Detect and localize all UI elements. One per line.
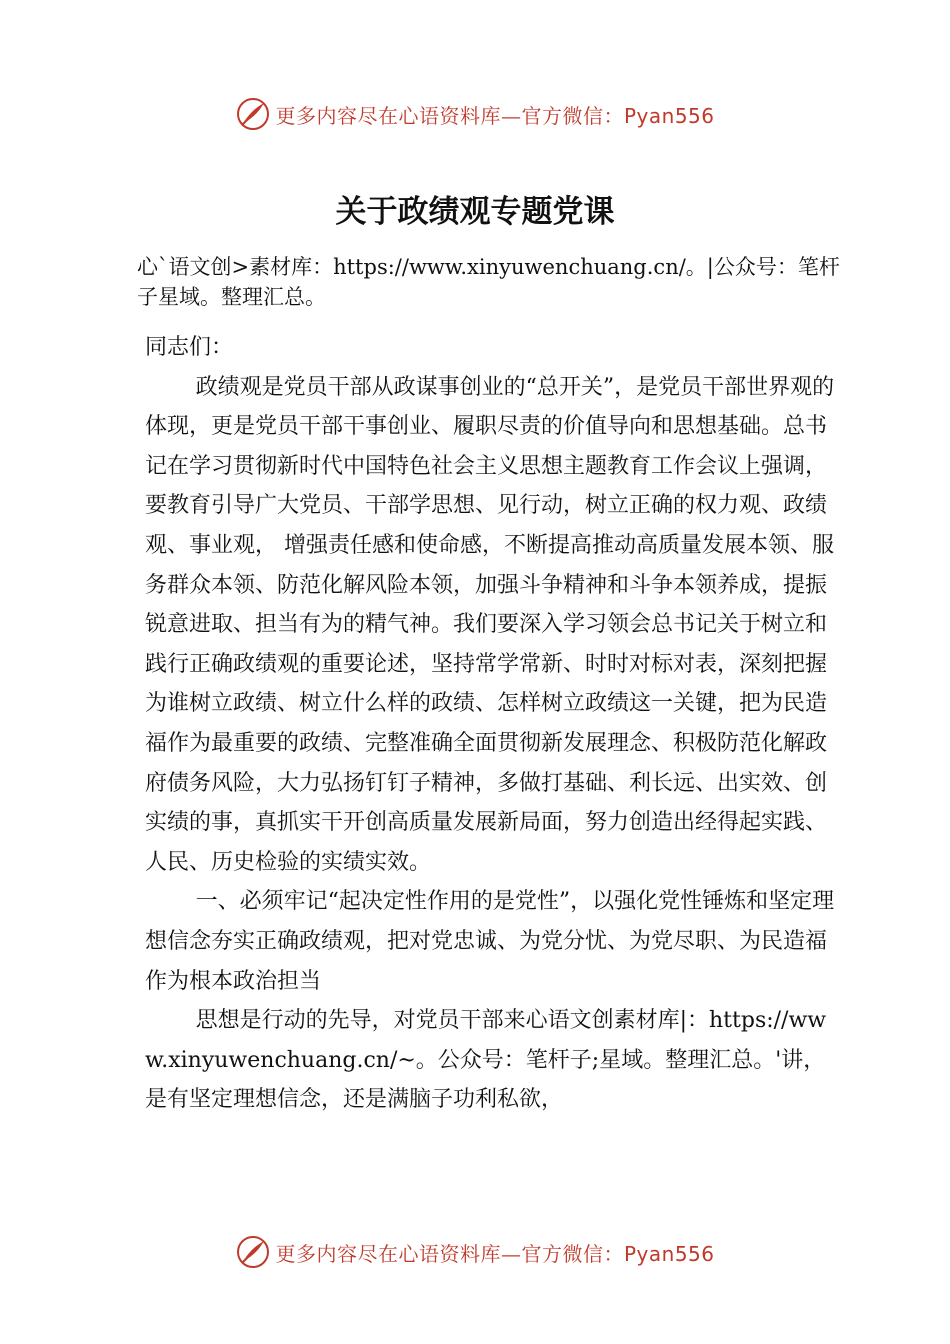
greeting: 同志们： [145,335,234,360]
banner-label: 更多内容尽在心语资料库—官方微信： [275,103,624,128]
document-body [145,328,835,1120]
paragraph-2: 思想是行动的先导，对党员干部来心语文创素材库|：https://www.xinyuwenchuang.cn/~。公众号：笔杆子;星域。整理汇总。'讲，是有坚定理想信念，还是满脑子功利私欲， [145,1008,827,1113]
document-title: 关于政绩观专题党课 [335,194,615,230]
header-banner [0,94,950,134]
source-line: 心`语文创>素材库：https://www.xinyuwenchuang.cn/。|公众号：笔杆子星域。整理汇总。 [137,255,840,309]
paragraph-1: 政绩观是党员干部从政谋事创业的“总开关”，是党员干部世界观的体现，更是党员干部干事创业、履职尽责的价值导向和思想基础。总书记在学习贯彻新时代中国特色社会主义思想主题教育工作会议上强调，要教育引导广大党员、干部学思想、见行动，树立正确的权力观、政绩观、事业观， 增强责任感和使命感，不断提高推动高质量发展本领、服务群众本领、防范化解风险本领，加强斗争精神和斗争本领养成，提振锐意进取、担当有为的精气神。我们要深入学习领会总书记关于树立和践行正确政绩观的重要论述，坚持常学常新、时时对标对表，深刻把握为谁树立政绩、树立什么样的政绩、怎样树立政绩这一关键，把为民造福作为最重要的政绩、完整准确全面贯彻新发展理念、积极防范化解政府债务风险，大力弘扬钉钉子精神，多做打基础、利长远、出实效、创实绩的事，真抓实干开创高质量发展新局面，努力创造出经得起实践、人民、历史检验的实绩实效。 [145,374,835,875]
banner-text [275,100,714,129]
banner-text [275,1238,714,1267]
banner-label: 更多内容尽在心语资料库—官方微信： [275,1241,624,1266]
section-1-heading: 一、必须牢记“起决定性作用的是党性”，以强化党性锤炼和坚定理想信念夯实正确政绩观，把对党忠诚、为党分忧、为党尽职、为民造福作为根本政治担当 [145,889,835,994]
quill-pen-logo-icon [235,96,271,132]
banner-handle: Pyan556 [623,1241,715,1266]
footer-banner [0,1232,950,1272]
quill-pen-logo-icon [235,1234,271,1270]
banner-handle: Pyan556 [623,103,715,128]
